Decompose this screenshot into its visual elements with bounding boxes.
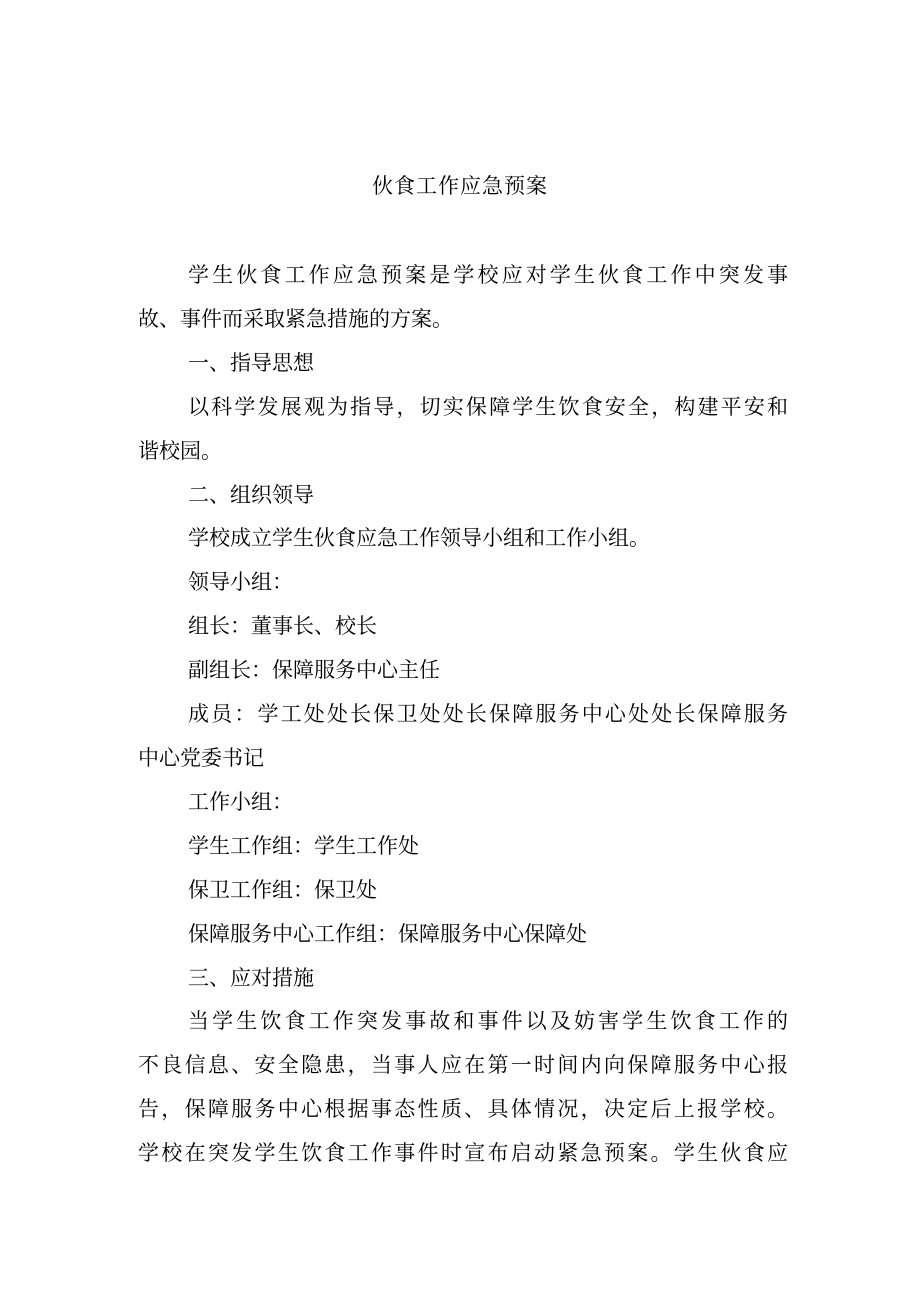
paragraph-line: 副组长：保障服务中心主任 bbox=[188, 658, 440, 683]
paragraph-line: 谐校园。 bbox=[138, 438, 222, 463]
paragraph-line: 不良信息、安全隐患，当事人应在第一时间内向保障服务中心报 bbox=[138, 1053, 788, 1078]
section-heading: 一、指导思想 bbox=[188, 350, 314, 375]
paragraph-line: 领导小组： bbox=[188, 570, 293, 595]
paragraph-line: 故、事件而采取紧急措施的方案。 bbox=[138, 306, 453, 331]
paragraph-line: 中心党委书记 bbox=[138, 745, 264, 770]
paragraph-line: 以科学发展观为指导，切实保障学生饮食安全，构建平安和 bbox=[188, 394, 788, 419]
paragraph-line: 保卫工作组：保卫处 bbox=[188, 877, 377, 902]
document-title: 伙食工作应急预案 bbox=[372, 174, 548, 198]
paragraph-line: 工作小组： bbox=[188, 789, 293, 814]
paragraph-line: 组长：董事长、校长 bbox=[188, 614, 377, 639]
paragraph-line: 保障服务中心工作组：保障服务中心保障处 bbox=[188, 921, 587, 946]
document-body bbox=[138, 254, 788, 1176]
paragraph-line: 告，保障服务中心根据事态性质、具体情况，决定后上报学校。 bbox=[138, 1097, 788, 1122]
section-heading: 二、组织领导 bbox=[188, 482, 314, 507]
section-heading: 三、应对措施 bbox=[188, 965, 314, 990]
paragraph-line: 当学生饮食工作突发事故和事件以及妨害学生饮食工作的 bbox=[188, 1009, 788, 1034]
paragraph-line: 成员：学工处处长保卫处处长保障服务中心处处长保障服务 bbox=[188, 702, 788, 727]
paragraph-line: 学生工作组：学生工作处 bbox=[188, 833, 419, 858]
paragraph-line: 学校在突发学生饮食工作事件时宣布启动紧急预案。学生伙食应 bbox=[138, 1141, 788, 1166]
paragraph-line: 学生伙食工作应急预案是学校应对学生伙食工作中突发事 bbox=[188, 263, 788, 287]
paragraph-line: 学校成立学生伙食应急工作领导小组和工作小组。 bbox=[188, 526, 650, 551]
